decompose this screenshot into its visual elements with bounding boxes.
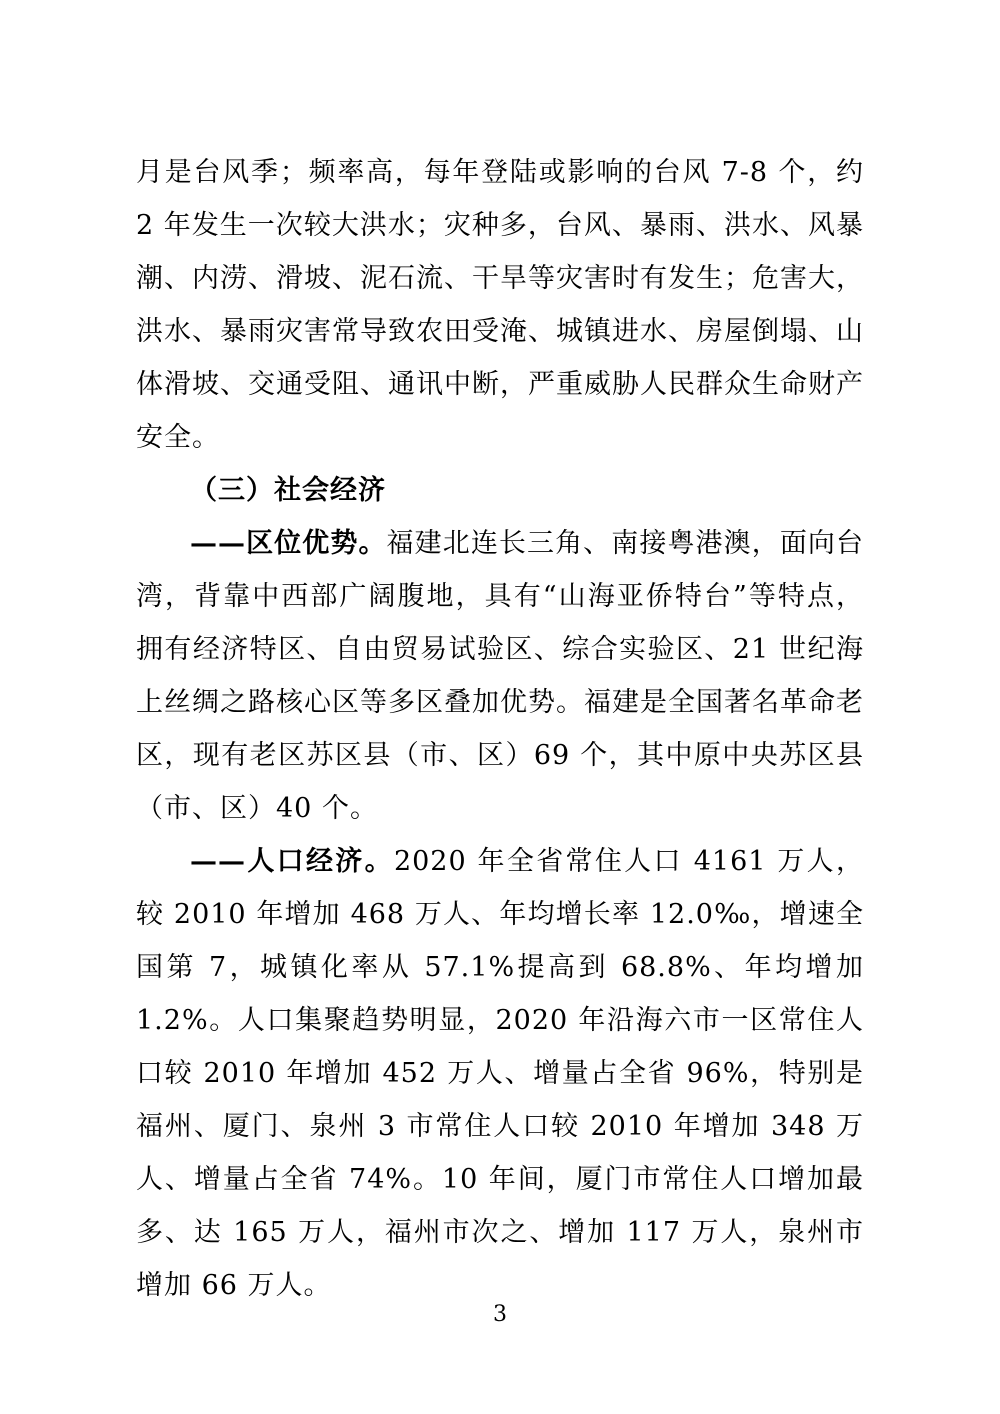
page-number: 3 bbox=[493, 1302, 507, 1327]
section-heading-social-economy: （三）社会经济 bbox=[190, 475, 386, 506]
paragraph-body-population-economy: 2020 年全省常住人口 4161 万人，较 2010 年增加 468 万人、年均增长率 12.0‰，增速全国第 7，城镇化率从 57.1%提高到 68.8%、年均增加 1.2%。人口集聚趋势明显，2020 年沿海六市一区常住人口较 2010 年增加 452 万人、增量占全省 96%，特别是福州、厦门、泉州 3 市常住人口较 2010 年增加 348 万人、增量占全省 74%。10 年间，厦门市常住人口增加最多、达 165 万人，福州市次之、增加 117 万人，泉州市增加 66 万人。 bbox=[136, 846, 864, 1301]
paragraph-location-advantage bbox=[136, 517, 864, 835]
paragraph-disaster-characteristics: 月是台风季；频率高，每年登陆或影响的台风 7-8 个，约 2 年发生一次较大洪水；灾种多，台风、暴雨、洪水、风暴潮、内涝、滑坡、泥石流、干旱等灾害时有发生；危害大，洪水、暴雨灾害常导致农田受淹、城镇进水、房屋倒塌、山体滑坡、交通受阻、通讯中断，严重威胁人民群众生命财产安全。 bbox=[136, 157, 864, 453]
paragraph-lead-location-advantage: ——区位优势。 bbox=[190, 528, 387, 559]
paragraph-body-location-advantage: 福建北连长三角、南接粤港澳，面向台湾，背靠中西部广阔腹地，具有“山海亚侨特台”等特点，拥有经济特区、自由贸易试验区、综合实验区、21 世纪海上丝绸之路核心区等多区叠加优势。福建是全国著名革命老区，现有老区苏区县（市、区）69 个，其中原中央苏区县（市、区）40 个。 bbox=[136, 528, 865, 824]
paragraph-lead-population-economy: ——人口经济。 bbox=[190, 846, 394, 877]
document-body bbox=[136, 146, 864, 1312]
paragraph-population-economy bbox=[136, 835, 864, 1312]
